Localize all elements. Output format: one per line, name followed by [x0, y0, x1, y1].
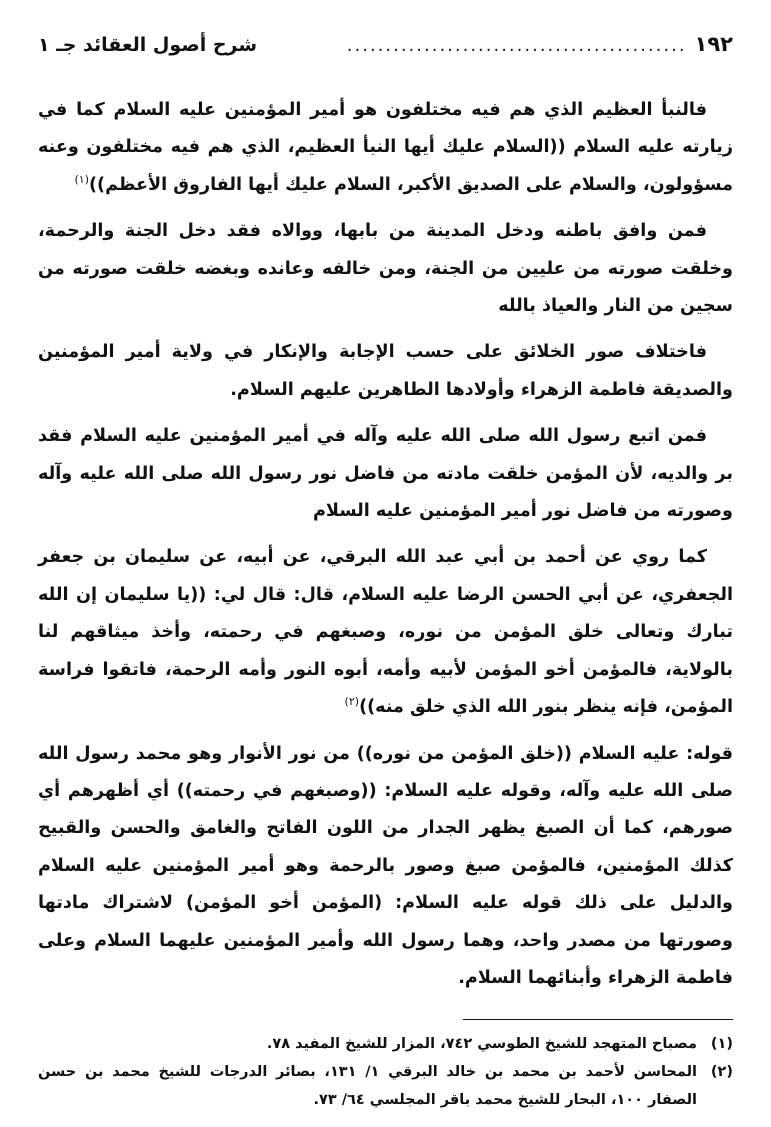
footnote	[38, 1058, 733, 1114]
footnote-separator	[463, 1019, 733, 1020]
paragraph-text: فاختلاف صور الخلائق على حسب الإجابة والإنكار في ولاية أمير المؤمنين والصديقة فاطمة الزهراء وأولادها الطاهرين عليهم السلام.	[38, 342, 733, 400]
book-title: شرح أصول العقائد جـ ١	[38, 34, 258, 56]
paragraph-text: قوله: عليه السلام ((خلق المؤمن من نوره)) من نور الأنوار وهو محمد رسول الله صلى الله عليه وآله، وقوله عليه السلام: ((وصبغهم في رحمته)) أي أظهرهم أي صورهم، كما أن الصبغ يظهر الجدار من اللون الفاتح والغامق والحسن والقبيح كذلك المؤمنين، فالمؤمن صبغ وصور بالرحمة وهو أمير المؤمنين عليه السلام والدليل على ذلك قوله عليه السلام: (المؤمن أخو المؤمن) لاشتراك مادتها وصورتها من مصدر واحد، وهما رسول الله وأمير المؤمنين عليهما السلام وعلى فاطمة الزهراء وأبنائهما السلام.	[38, 743, 733, 988]
book-page	[38, 30, 733, 1114]
paragraph-text: فمن وافق باطنه ودخل المدينة من بابها، ووالاه فقد دخل الجنة والرحمة، وخلقت صورته من عليين من الجنة، ومن خالفه وعانده وبغضه خلقت صورته من سجين من النار والعياذ بالله	[38, 221, 733, 317]
paragraph	[38, 539, 733, 726]
page-number: ١٩٢	[694, 32, 733, 56]
paragraph	[38, 418, 733, 530]
body-text	[38, 92, 733, 997]
footnote-ref: (١)	[74, 172, 89, 186]
paragraph-text: فمن اتبع رسول الله صلى الله عليه وآله في أمير المؤمنين عليه السلام فقد بر والديه، لأن المؤمن خلقت مادته من فاضل نور رسول الله صلى الله عليه وآله وصورته من فاضل نور أمير المؤمنين عليه السلام	[38, 426, 733, 522]
running-header	[38, 30, 733, 60]
footnotes	[38, 1030, 733, 1114]
footnote-text: المحاسن لأحمد بن محمد بن خالد البرقي ١/ ١٣١، بصائر الدرجات للشيخ محمد بن حسن الصفار ١٠٠، البحار للشيخ محمد باقر المجلسي ٦٤/ ٧٣.	[38, 1064, 697, 1109]
footnote-number: (١)	[710, 1036, 733, 1053]
footnote-ref: (٢)	[344, 695, 360, 709]
leader-dots: ............................................	[346, 35, 687, 56]
paragraph	[38, 92, 733, 204]
paragraph-text: فالنبأ العظيم الذي هم فيه مختلفون هو أمير المؤمنين عليه السلام كما في زيارته عليه السلام ((السلام عليك أيها النبأ العظيم، الذي هم فيه مختلفون وعنه مسؤولون، والسلام على الصديق الأكبر، السلام عليك أيها الفاروق الأعظم))	[38, 100, 733, 195]
footnote-number: (٢)	[710, 1064, 733, 1081]
paragraph-text: كما روي عن أحمد بن أبي عبد الله البرقي، عن أبيه، عن سليمان بن جعفر الجعفري، عن أبي الحسن الرضا عليه السلام، قال: قال لي: ((يا سليمان إن الله تبارك وتعالى خلق المؤمن من نوره، وصبغهم في رحمته، وأخذ ميثاقهم لنا بالولاية، فالمؤمن أخو المؤمن لأبيه وأمه، أبوه النور وأمه الرحمة، فاتقوا فراسة المؤمن، فإنه ينظر بنور الله الذي خلق منه))	[38, 547, 733, 718]
footnote	[38, 1030, 733, 1058]
paragraph	[38, 334, 733, 409]
paragraph	[38, 736, 733, 998]
footnote-text: مصباح المتهجد للشيخ الطوسي ٧٤٢، المزار للشيخ المفيد ٧٨.	[266, 1036, 697, 1053]
paragraph	[38, 213, 733, 325]
